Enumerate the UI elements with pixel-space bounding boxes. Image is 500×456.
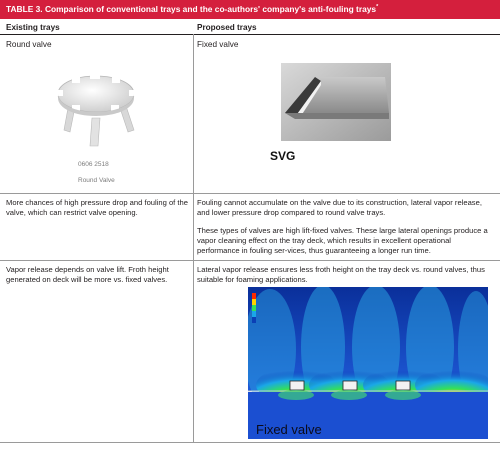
proposed-fouling-text-2: These types of valves are high lift-fixed valves. These large lateral openings produce a vapor cleaning effect on the tray deck, which results in excellent operational performance in fouling ser-vices, thus guaranteeing a longer run time. <box>197 226 488 255</box>
round-valve-caption-name: Round Valve <box>78 177 115 184</box>
column-header-existing: Existing trays <box>6 23 60 32</box>
fixed-valve-simulation-image <box>248 287 488 439</box>
table-bottom-rule <box>0 442 500 443</box>
fixed-valve-image <box>281 63 391 141</box>
table-label: TABLE 3. <box>6 4 43 14</box>
round-valve-label: Round valve <box>6 40 52 49</box>
round-valve-caption-code: 0606 2518 <box>78 161 109 168</box>
simulation-label: Fixed valve <box>256 422 322 437</box>
row-divider-2 <box>0 260 500 261</box>
existing-froth-text: Vapor release depends on valve lift. Froth height generated on deck will be more vs. fixed valves. <box>6 265 169 284</box>
table-title-banner <box>0 0 500 19</box>
existing-fouling-text: More chances of high pressure drop and fouling of the valve, which can restrict valve opening. <box>6 198 188 217</box>
proposed-froth-text: Lateral vapor release ensures less froth height on the tray deck vs. round valves, thus suitable for foaming applications. <box>197 265 485 284</box>
fixed-valve-label: Fixed valve <box>197 40 239 49</box>
footnote-mark: * <box>376 4 379 11</box>
column-divider <box>193 34 194 442</box>
proposed-fouling-text-1: Fouling cannot accumulate on the valve due to its construction, lateral vapor release, and lower pressure drop compared to round valve trays. <box>197 198 482 217</box>
row-divider-1 <box>0 193 500 194</box>
column-header-proposed: Proposed trays <box>197 23 257 32</box>
table-title: Comparison of conventional trays and the co-authors' company's anti-fouling trays <box>44 4 377 14</box>
header-rule <box>0 34 500 35</box>
round-valve-image <box>48 58 144 154</box>
svg-label: SVG <box>270 149 296 163</box>
